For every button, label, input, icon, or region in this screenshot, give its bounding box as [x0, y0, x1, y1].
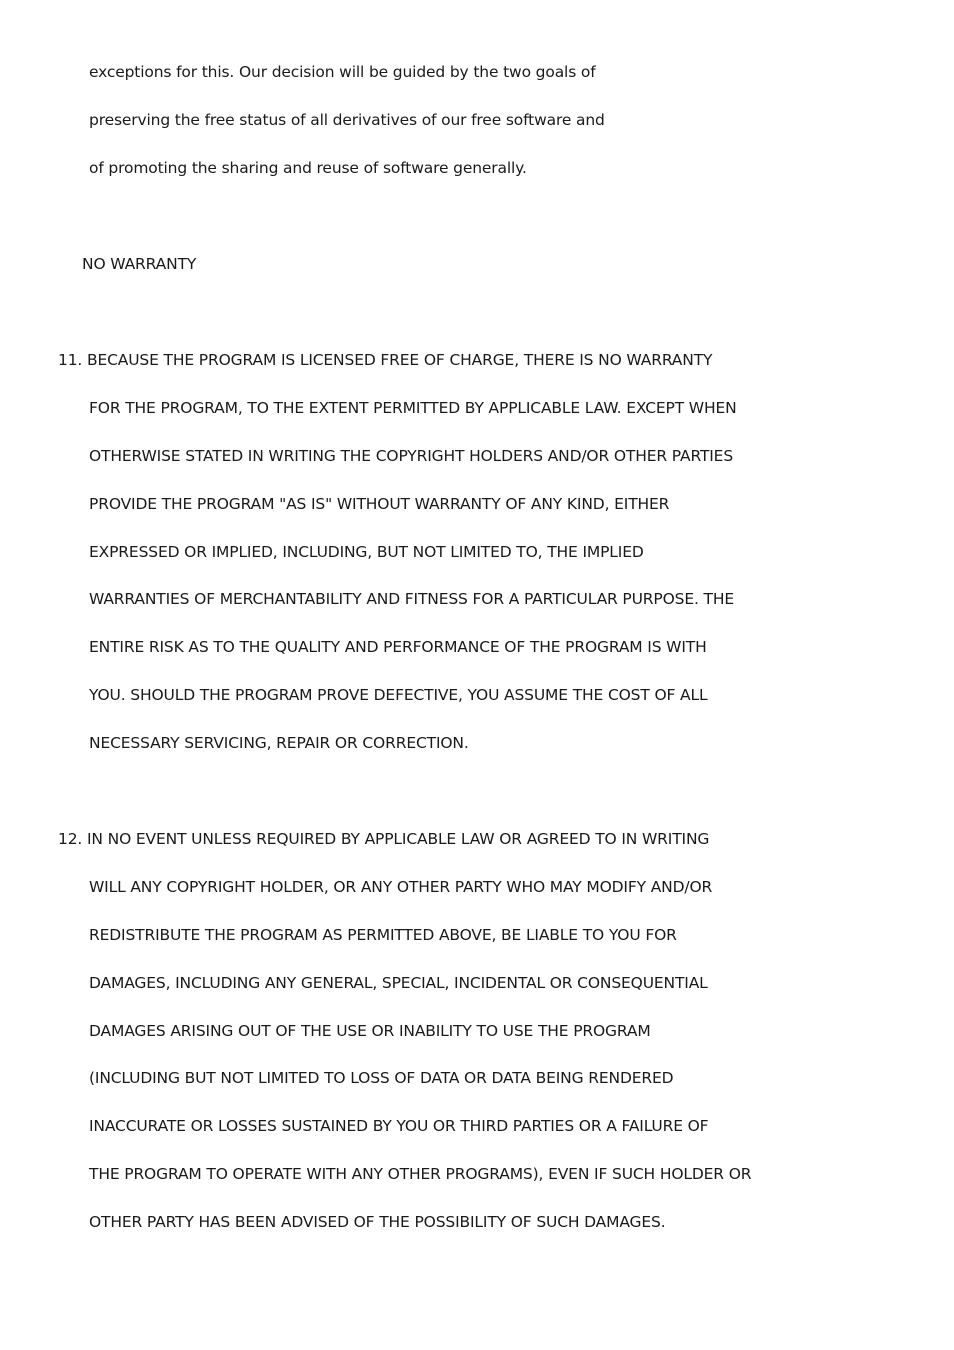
- text-line: OTHERWISE STATED IN WRITING THE COPYRIGHT HOLDERS AND/OR OTHER PARTIES: [89, 447, 734, 465]
- text-line: 11. BECAUSE THE PROGRAM IS LICENSED FREE OF CHARGE, THERE IS NO WARRANTY: [58, 351, 713, 369]
- text-line: NECESSARY SERVICING, REPAIR OR CORRECTION.: [89, 734, 469, 752]
- text-line: ENTIRE RISK AS TO THE QUALITY AND PERFORMANCE OF THE PROGRAM IS WITH: [89, 638, 707, 656]
- text-line: (INCLUDING BUT NOT LIMITED TO LOSS OF DATA OR DATA BEING RENDERED: [89, 1069, 674, 1087]
- text-line: OTHER PARTY HAS BEEN ADVISED OF THE POSSIBILITY OF SUCH DAMAGES.: [89, 1213, 666, 1231]
- text-line: DAMAGES, INCLUDING ANY GENERAL, SPECIAL, INCIDENTAL OR CONSEQUENTIAL: [89, 974, 708, 992]
- text-line: of promoting the sharing and reuse of software generally.: [89, 159, 527, 177]
- text-line: WARRANTIES OF MERCHANTABILITY AND FITNESS FOR A PARTICULAR PURPOSE. THE: [89, 590, 735, 608]
- text-line: 12. IN NO EVENT UNLESS REQUIRED BY APPLICABLE LAW OR AGREED TO IN WRITING: [58, 830, 710, 848]
- text-line: REDISTRIBUTE THE PROGRAM AS PERMITTED ABOVE, BE LIABLE TO YOU FOR: [89, 926, 677, 944]
- text-line: YOU. SHOULD THE PROGRAM PROVE DEFECTIVE, YOU ASSUME THE COST OF ALL: [89, 686, 708, 704]
- text-line: WILL ANY COPYRIGHT HOLDER, OR ANY OTHER PARTY WHO MAY MODIFY AND/OR: [89, 878, 713, 896]
- text-line: EXPRESSED OR IMPLIED, INCLUDING, BUT NOT LIMITED TO, THE IMPLIED: [89, 543, 644, 561]
- section-heading: NO WARRANTY: [82, 255, 197, 273]
- text-line: THE PROGRAM TO OPERATE WITH ANY OTHER PROGRAMS), EVEN IF SUCH HOLDER OR: [89, 1165, 752, 1183]
- text-line: DAMAGES ARISING OUT OF THE USE OR INABILITY TO USE THE PROGRAM: [89, 1022, 651, 1040]
- text-line: preserving the free status of all derivatives of our free software and: [89, 111, 605, 129]
- text-line: FOR THE PROGRAM, TO THE EXTENT PERMITTED BY APPLICABLE LAW. EXCEPT WHEN: [89, 399, 737, 417]
- text-line: INACCURATE OR LOSSES SUSTAINED BY YOU OR THIRD PARTIES OR A FAILURE OF: [89, 1117, 709, 1135]
- text-line: PROVIDE THE PROGRAM "AS IS" WITHOUT WARRANTY OF ANY KIND, EITHER: [89, 495, 670, 513]
- text-line: exceptions for this. Our decision will be guided by the two goals of: [89, 63, 596, 81]
